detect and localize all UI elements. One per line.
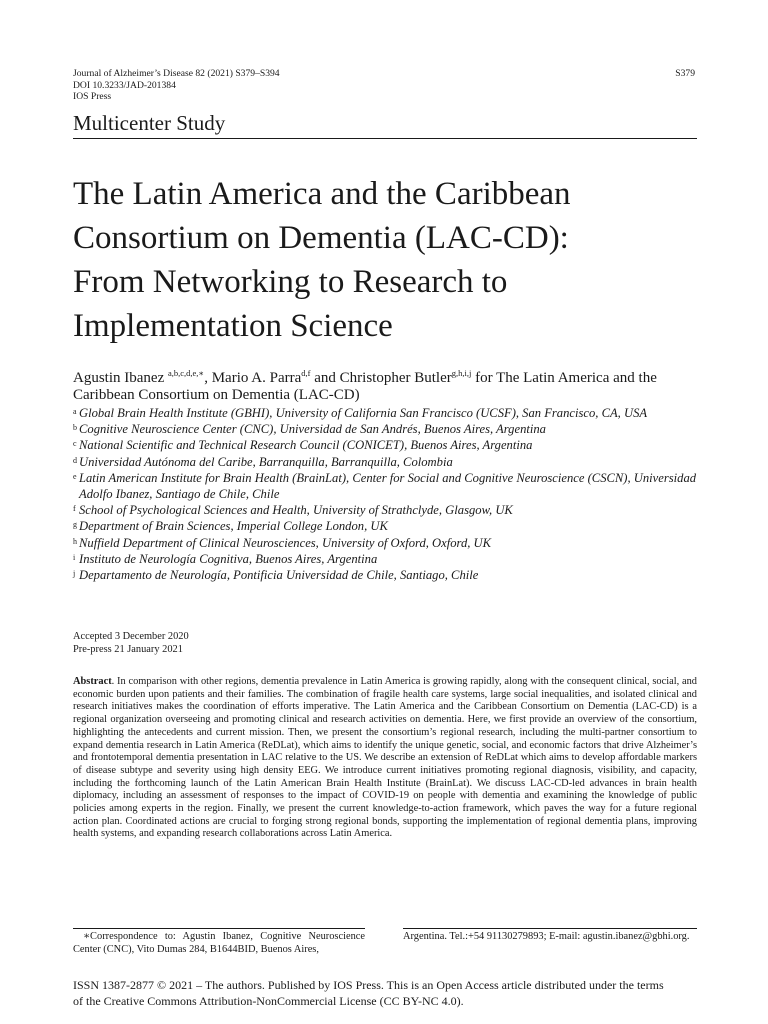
affiliation-text: Cognitive Neuroscience Center (CNC), Universidad de San Andrés, Buenos Aires, Argentina	[79, 422, 546, 437]
accepted-date: Accepted 3 December 2020	[73, 631, 189, 642]
affiliation-text: Nuffield Department of Clinical Neurosciences, University of Oxford, Oxford, UK	[79, 535, 492, 550]
author-name: Christopher Butler	[339, 370, 452, 386]
affiliation-text: Instituto de Neurología Cognitiva, Buenos Aires, Argentina	[79, 551, 378, 566]
affiliation-text: Departamento de Neurología, Pontificia Universidad de Chile, Santiago, Chile	[79, 568, 479, 583]
affiliation-list	[73, 405, 703, 583]
affiliation-marker: b	[73, 423, 77, 433]
title-line: Consortium on Dementia (LAC-CD):	[73, 220, 569, 256]
affiliation-marker: i	[73, 552, 76, 562]
affiliation-item	[73, 421, 703, 437]
title-line: Implementation Science	[73, 308, 393, 344]
article-type-heading: Multicenter Study	[73, 111, 226, 135]
license-line: of the Creative Commons Attribution-NonCommercial License (CC BY-NC 4.0).	[73, 994, 464, 1008]
prepress-date: Pre-press 21 January 2021	[73, 643, 183, 655]
affiliation-item	[73, 567, 703, 583]
correspondence-footnote: ∗Correspondence to: Agustin Ibanez, Cognitive Neuroscience Center (CNC), Vito Dumas 284, B1644BID, Buenos Aires,	[73, 931, 365, 955]
affiliation-item	[73, 502, 703, 518]
affiliation-text: National Scientific and Technical Research Council (CONICET), Buenos Aires, Argentina	[79, 438, 533, 453]
affiliation-item	[73, 405, 703, 421]
affiliation-text: School of Psychological Sciences and Health, University of Strathclyde, Glasgow, UK	[79, 503, 513, 518]
title-line: The Latin America and the Caribbean	[73, 176, 571, 212]
affiliation-item	[73, 437, 703, 453]
affiliation-text: Department of Brain Sciences, Imperial College London, UK	[79, 519, 388, 534]
affiliation-marker: a	[73, 407, 77, 416]
affiliation-text: Latin American Institute for Brain Health (BrainLat), Center for Social and Cognitive Neuroscience (CSCN), Universidad Adolfo Ibanez, Santiago de Chile, Chile	[79, 470, 697, 502]
author-name: Mario A. Parra	[211, 370, 302, 386]
abstract	[73, 676, 697, 841]
title-line: From Networking to Research to	[73, 264, 508, 300]
header-rule	[73, 138, 697, 139]
affiliation-item	[73, 454, 703, 470]
affiliation-marker: g	[73, 520, 77, 530]
abstract-body: . In comparison with other regions, dementia prevalence in Latin America is growing rapidly, along with the consequent clinical, social, and economic burden upon patients and their families. The combination of fragile health care systems, large social inequalities, and isolated clinical and research initiatives makes the coordination of efforts imperative. The Latin America and the Caribbean Consortium on Dementia (LAC-CD) is a regional organization overseeing and promoting clinical and research activities on dementia. Here, we first provide an overview of the consortium, highlighting the antecedents and current mission. Then, we present the consortium’s regional research, including the multi-partner consortium to expand dementia research in Latin America (ReDLat), which aims to identify the unique genetic, social, and economic factors that drive Alzheimer’s and frontotemporal dementia presentation in LAC relative to the US. We describe an extension of ReDLat which aims to develop affordable markers of disease subtype and severity using high density EEG. We introduce current initiatives promoting regional diagnosis, visibility, and capacity, including the forthcoming launch of the Latin American Brain Health Institute (BrainLat). We discuss LAC-CD-led advances in brain health diplomacy, including an assessment of responses to the impact of COVID-19 on people with dementia and examining the knowledge of public policies among experts in the region. Finally, we present the current knowledge-to-action framework, which paves the way for a future regional action plan. Coordinated actions are crucial to forging strong regional bonds, supporting the implementation of regional dementia plans, improving health systems, and expanding research collaborations across Latin America.	[73, 676, 697, 840]
author-affiliation-markers: g,h,i,j	[451, 368, 472, 378]
abstract-label: Abstract	[73, 676, 112, 687]
affiliation-marker: f	[73, 504, 76, 514]
affiliation-text: Global Brain Health Institute (GBHI), University of California San Francisco (UCSF), San Francisco, CA, USA	[79, 406, 648, 420]
author-affiliation-markers: d,f	[301, 368, 311, 378]
affiliation-item	[73, 518, 703, 534]
publication-dates	[73, 631, 189, 656]
doi-line: DOI 10.3233/JAD-201384	[73, 79, 176, 91]
journal-citation	[73, 68, 280, 103]
author-list	[73, 370, 697, 404]
footnote-rule	[403, 928, 697, 929]
journal-name-line: Journal of Alzheimer’s Disease 82 (2021) S379–S394	[73, 68, 280, 79]
author-affiliation-markers: a,b,c,d,e,∗	[167, 368, 205, 378]
article-title	[73, 172, 713, 348]
footnote-rule	[73, 928, 365, 929]
author-separator: and	[310, 370, 340, 386]
author-separator: ,	[204, 370, 212, 386]
publisher-line: IOS Press	[73, 91, 112, 103]
license-footer	[73, 977, 697, 1009]
affiliation-marker: j	[73, 569, 76, 579]
correspondence-footnote-continued: Argentina. Tel.:+54 91130279893; E-mail: agustin.ibanez@gbhi.org.	[403, 931, 690, 942]
affiliation-marker: h	[73, 536, 77, 546]
author-name: Agustin Ibanez	[73, 370, 168, 386]
affiliation-text: Universidad Autónoma del Caribe, Barranquilla, Barranquilla, Colombia	[79, 454, 453, 469]
page-number: S379	[675, 68, 695, 79]
author-group: for The Latin America and the Caribbean Consortium on Dementia (LAC-CD)	[73, 370, 657, 403]
affiliation-marker: c	[73, 439, 77, 449]
affiliation-item	[73, 470, 703, 502]
license-line: ISSN 1387-2877 © 2021 – The authors. Published by IOS Press. This is an Open Access article distributed under the terms	[73, 978, 664, 992]
affiliation-marker: d	[73, 455, 77, 465]
affiliation-item	[73, 551, 703, 567]
affiliation-marker: e	[73, 471, 77, 481]
affiliation-item	[73, 535, 703, 551]
